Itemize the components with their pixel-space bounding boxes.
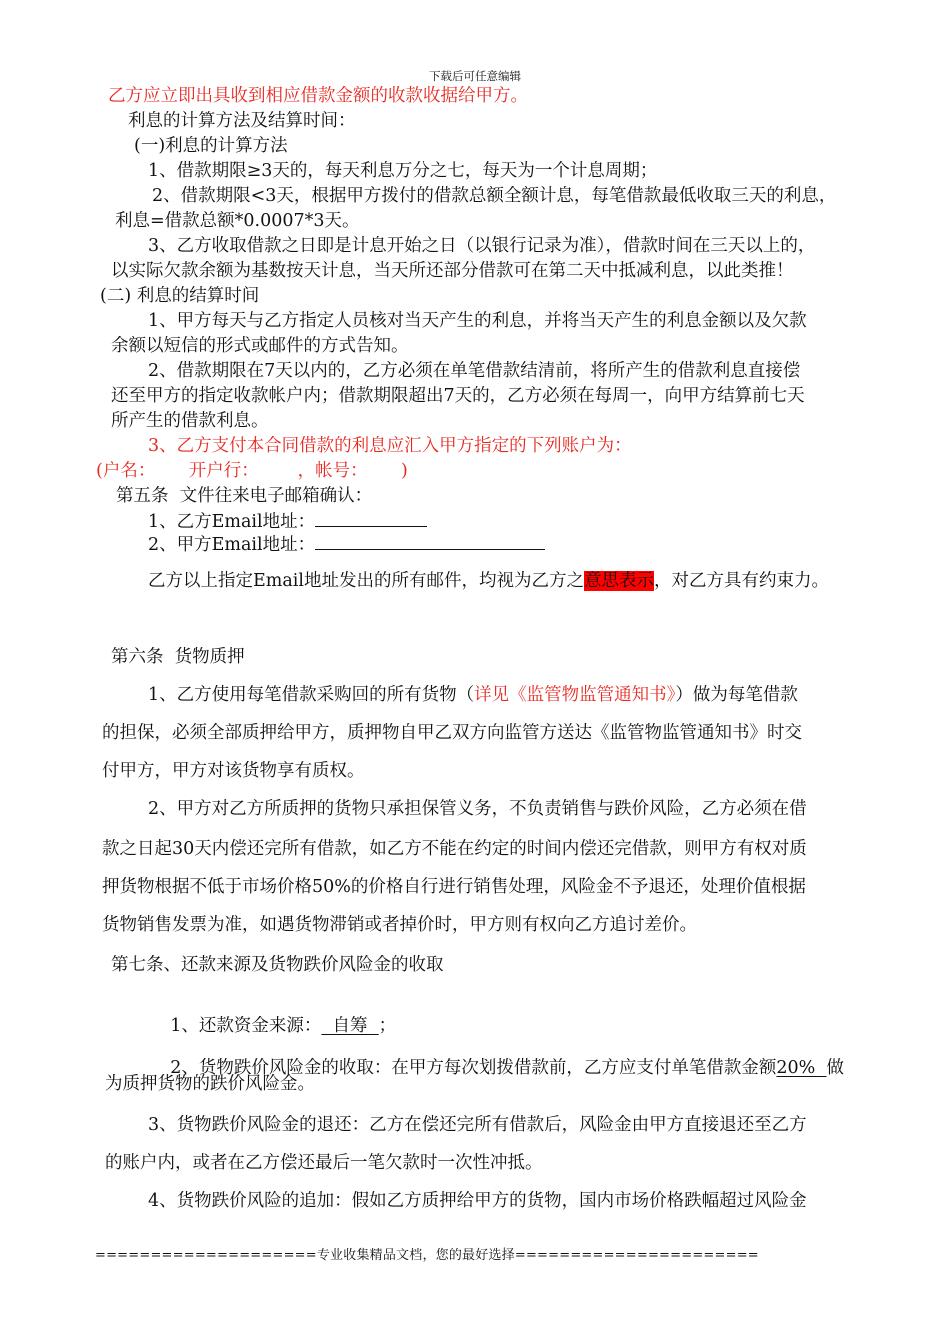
email-binding-text: 乙方以上指定Email地址发出的所有邮件，均视为乙方之 (148, 571, 584, 591)
email-party-b-label: 1、乙方Email地址： (148, 512, 316, 532)
email-party-a-row (148, 533, 545, 556)
receipt-clause: 乙方应立即出具收到相应借款金额的收款收据给甲方。 (108, 86, 528, 106)
interest-method-item-3-cont: 以实际欠款余额为基数按天计息，当天所还部分借款可在第二天中抵减利息，以此类推！ (111, 261, 794, 281)
repayment-source-value: 自筹 (321, 1016, 379, 1036)
pledge-item-1-cont2: 付甲方，甲方对该货物享有质权。 (102, 761, 365, 781)
settlement-item-2: 2、借款期限在7天以内的，乙方必须在单笔借款结清前，将所产生的借款利息直接偿 (148, 361, 801, 381)
interest-settlement-heading: (二) 利息的结算时间 (100, 286, 260, 306)
repayment-source-end: ； (378, 1016, 397, 1036)
email-binding-text-end: ，对乙方具有约束力。 (654, 571, 829, 591)
repayment-source-label: 1、还款资金来源： (170, 1016, 322, 1036)
pledge-item-1-cont: 的担保，必须全部质押给甲方，质押物自甲乙双方向监管方送达《监管物监管通知书》时交 (102, 723, 802, 743)
pledge-item-1-text: 1、乙方使用每笔借款采购回的所有货物（ (148, 685, 475, 705)
email-party-b-field[interactable] (315, 510, 427, 527)
risk-fund-collection-cont: 为质押货物的跌价风险金。 (105, 1074, 315, 1094)
risk-fund-refund: 3、货物跌价风险金的退还：乙方在偿还完所有借款后，风险金由甲方直接退还至乙方 (148, 1115, 807, 1135)
interest-heading: 利息的计算方法及结算时间： (128, 111, 356, 131)
email-party-a-field[interactable] (315, 533, 545, 550)
settlement-item-1: 1、甲方每天与乙方指定人员核对当天产生的利息，并将当天产生的利息金额以及欠款 (148, 311, 807, 331)
pledge-item-1 (148, 684, 798, 706)
article-7-heading: 第七条、还款来源及货物跌价风险金的收取 (111, 955, 444, 975)
risk-fund-collection-end: 做 (826, 1058, 844, 1078)
pledge-item-1-text-end: ）做为每笔借款 (675, 685, 798, 705)
settlement-item-2-cont: 还至甲方的指定收款帐户内；借款期限超出7天的，乙方必须在每周一，向甲方结算前七天 (111, 386, 805, 406)
interest-method-item-1: 1、借款期限≥3天的，每天利息万分之七，每天为一个计息周期； (148, 161, 658, 181)
page-footer: ====================专业收集精品文档，您的最好选择====================== (95, 1248, 759, 1263)
email-binding-clause (148, 570, 829, 592)
email-party-b-row (148, 510, 427, 533)
page-header-note: 下载后可任意编辑 (429, 69, 521, 83)
pledge-item-2-cont3: 货物销售发票为准，如遇货物滞销或者掉价时，甲方则有权向乙方追讨差价。 (102, 915, 697, 935)
email-party-a-label: 2、甲方Email地址： (148, 535, 316, 555)
pledge-item-2: 2、甲方对乙方所质押的货物只承担保管义务，不负责销售与跌价风险，乙方必须在借 (148, 799, 807, 819)
settlement-item-2-cont2: 所产生的借款利息。 (111, 411, 269, 431)
risk-fund-refund-cont: 的账户内，或者在乙方偿还最后一笔欠款时一次性冲抵。 (105, 1153, 543, 1173)
interest-method-item-2: 2、借款期限<3天，根据甲方拨付的借款总额全额计息，每笔借款最低收取三天的利息， (152, 186, 837, 206)
pledge-notice-reference: 详见《监管物监管通知书》 (474, 685, 676, 705)
interest-method-item-3: 3、乙方收取借款之日即是计息开始之日（以银行记录为准），借款时间在三天以上的， (148, 236, 816, 256)
settlement-item-1-cont: 余额以短信的形式或邮件的方式告知。 (111, 336, 409, 356)
risk-fund-rate: 20% (776, 1058, 827, 1078)
settlement-item-3: 3、乙方支付本合同借款的利息应汇入甲方指定的下列账户为： (148, 436, 632, 456)
highlighted-term: 意思表示 (584, 571, 654, 591)
risk-fund-addition: 4、货物跌价风险的追加：假如乙方质押给甲方的货物，国内市场价格跌幅超过风险金 (148, 1191, 807, 1211)
article-5-heading: 第五条 文件往来电子邮箱确认： (116, 486, 373, 506)
pledge-item-2-cont: 款之日起30天内偿还完所有借款，如乙方不能在约定的时间内偿还完借款，则甲方有权对质 (102, 839, 807, 859)
risk-fund-collection-text: 2、货物跌价风险金的收取：在甲方每次划拨借款前，乙方应支付单笔借款金额 (170, 1058, 777, 1078)
article-6-heading: 第六条 货物质押 (111, 647, 245, 667)
interest-method-heading: (一)利息的计算方法 (134, 136, 288, 156)
account-info: (户名： 开户行： ，帐号： ) (96, 461, 408, 481)
interest-method-item-2-cont: 利息=借款总额*0.0007*3天。 (115, 211, 360, 231)
pledge-item-2-cont2: 押货物根据不低于市场价格50%的价格自行进行销售处理，风险金不予退还，处理价值根据 (102, 877, 806, 897)
